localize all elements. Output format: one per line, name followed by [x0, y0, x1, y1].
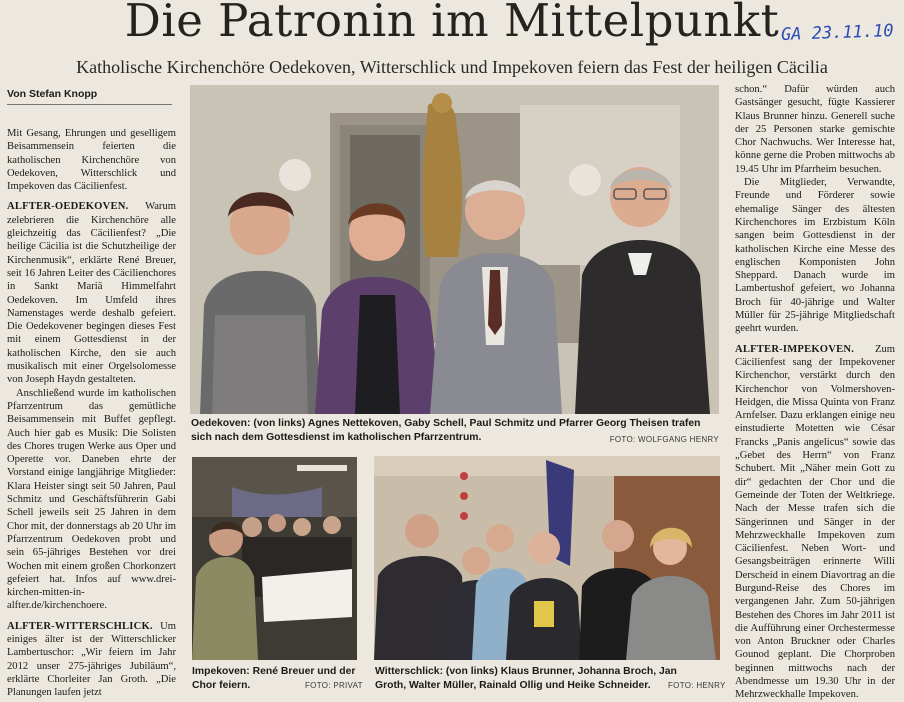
witterschlick-photo-image [374, 456, 720, 660]
oedekoven-paragraph-2: Anschließend wurde im katholischen Pfarrzentrum das gemütliche Beisammensein mit Buffet gepflegt. Auch hier gab es Musik: Die Solisten des Chores trugen Werke aus Oper und Operette vor. Daneben ehrte der Vorstand einige langjährige Mitglieder: Klara Heister singt seit 50 Jahren, Paul Schmitz und Geschäftsführerin Gabi Schell jeweils seit 25 Jahren in dem Chor mit, der donnerstags ab 20 Uhr im Pfarrzentrum Oedekoven probt und sein 65-jähriges Bestehen vor drei Wochen mit einem großen Chorkonzert gefeiert hat. Infos auf www.drei-kirchen-mitten-in-alfter.de/kirchenchoere. [7, 387, 176, 612]
impekoven-dateline: ALFTER-IMPEKOVEN. [735, 343, 855, 355]
impekoven-paragraph: ALFTER-IMPEKOVEN. Zum Cäcilienfest sang der Impekovener Kirchenchor, verstärkt durch den Kirchenchor von Volmershoven-Heidgen, die Missa Quinta von Franz Arnfelser. Dazu erklangen einige neu einstudierte Motetten wie César Francks „Panis angelicus“ sowie das „Gebet des Herrn“ von Franz Schubert. Mit „Näher mein Gott zu dir“ gedachten der Chor und die Gemeinde der Toten der Weltkriege. Nach der Messe trafen sich die Sängerinnen und Sänger in der Mehrzweckhalle Impekoven zum Cäcilienfest. Neben Wort- und Gesangsbeiträgen erinnerte Willi Derscheid in einem Diavortrag an die Burgund-Reise des Chores im vergangenen Jahr. Zum 50-jährigen Bestehen des Chores im Jahr 2011 ist die Aufführung einer Orchestermesse von Anton Bruckner oder Charles Gounod geplant. Die Chorproben beginnen mittwochs nach der Abendmesse um 19.30 Uhr in der Mehrzweckhalle Impekoven. [735, 343, 895, 701]
impekoven-credit: FOTO: PRIVAT [305, 681, 363, 690]
main-photo-caption: Oedekoven: (von links) Agnes Nettekoven, Gaby Schell, Paul Schmitz und Pfarrer Georg Theisen trafen sich nach dem Gottesdienst im katholischen Pfarrzentrum. FOTO: WOLFGANG HENRY [191, 417, 719, 447]
witterschlick-honors-paragraph: Die Mitglieder, Verwandte, Freunde und Förderer sowie ehemalige Sänger des ältesten Kirchenchores im Erzbistum Köln sangen beim Gottesdienst in der katholischen Kirche eine Messe des englischen Komponisten John Sheppard. Danach wurde im Lambertushof gefeiert, wo Johanna Broch für 40-jährige und Walter Müller für 25-jährige Mitgliedschaft geehrt wurden. [735, 177, 895, 335]
witterschlick-paragraph: ALFTER-WITTERSCHLICK. Um einiges älter ist der Witterschlicker Lambertuschor: „Wir feiern im Jahr 2012 unser 275-jähriges Jubiläum“, erklärte Chorleiter Jan Groth. „Die Planungen laufen jetzt [7, 620, 176, 699]
witterschlick-continued-paragraph: schon.“ Dafür würden auch Gastsänger gesucht, fügte Kassierer Klaus Brunner hinzu. Generell suche der 25 Personen starke gemischte Chor Nachwuchs. Wer Interesse hat, könne gerne die Proben mittwochs ab 19.45 Uhr im Pfarrheim besuchen. [735, 84, 895, 175]
subtitle: Katholische Kirchenchöre Oedekoven, Witterschlick und Impekoven feiern das Fest der heiligen Cäcilia [76, 57, 828, 77]
witterschlick-credit: FOTO: HENRY [668, 681, 726, 690]
main-photo [190, 85, 719, 414]
byline-divider [7, 104, 172, 105]
byline: Von Stefan Knopp [7, 88, 98, 100]
oedekoven-paragraph: ALFTER-OEDEKOVEN. Warum zelebrieren die Kirchenchöre alle gleichzeitig das Cäcilienfest? „Die heilige Cäcilia ist die Schutzheilige der Kirchenmusik“, erklärte René Breuer, seit 16 Jahren Leiter des Cäcilienchores in Sankt Mariä Himmelfahrt Oedekoven. Im Umfeld ihres Namenstages werde deshalb gefeiert. Die Oedekovener begingen dieses Fest mit einem Gottesdienst in der katholischen Kirche, den sie auch musikalisch mit einer Orgelsolomesse von Joseph Haydn gestalteten. [7, 201, 176, 386]
witterschlick-photo [374, 456, 720, 660]
main-photo-image [190, 85, 719, 414]
left-text-column [7, 127, 176, 699]
handwritten-date-note: GA 23.11.10 [780, 21, 894, 45]
impekoven-caption: Impekoven: René Breuer und der Chor feiern. [192, 666, 356, 691]
oedekoven-dateline: ALFTER-OEDEKOVEN. [7, 201, 129, 213]
main-photo-credit: FOTO: WOLFGANG HENRY [609, 435, 719, 444]
witterschlick-caption: Witterschlick: (von links) Klaus Brunner, Johanna Broch, Jan Groth, Walter Müller, Rainald Ollig und Heike Schneider. [375, 666, 677, 691]
headline: Die Patronin im Mittelpunkt [124, 0, 780, 47]
intro-paragraph: Mit Gesang, Ehrungen und geselligem Beisammensein feierten die katholischen Kirchenchöre von Oedekoven, Witterschlick und Impekoven das Cäcilienfest. [7, 128, 176, 193]
right-text-column [735, 83, 895, 701]
impekoven-photo-image [192, 457, 357, 660]
impekoven-photo [192, 457, 357, 660]
witterschlick-dateline: ALFTER-WITTERSCHLICK. [7, 620, 153, 632]
